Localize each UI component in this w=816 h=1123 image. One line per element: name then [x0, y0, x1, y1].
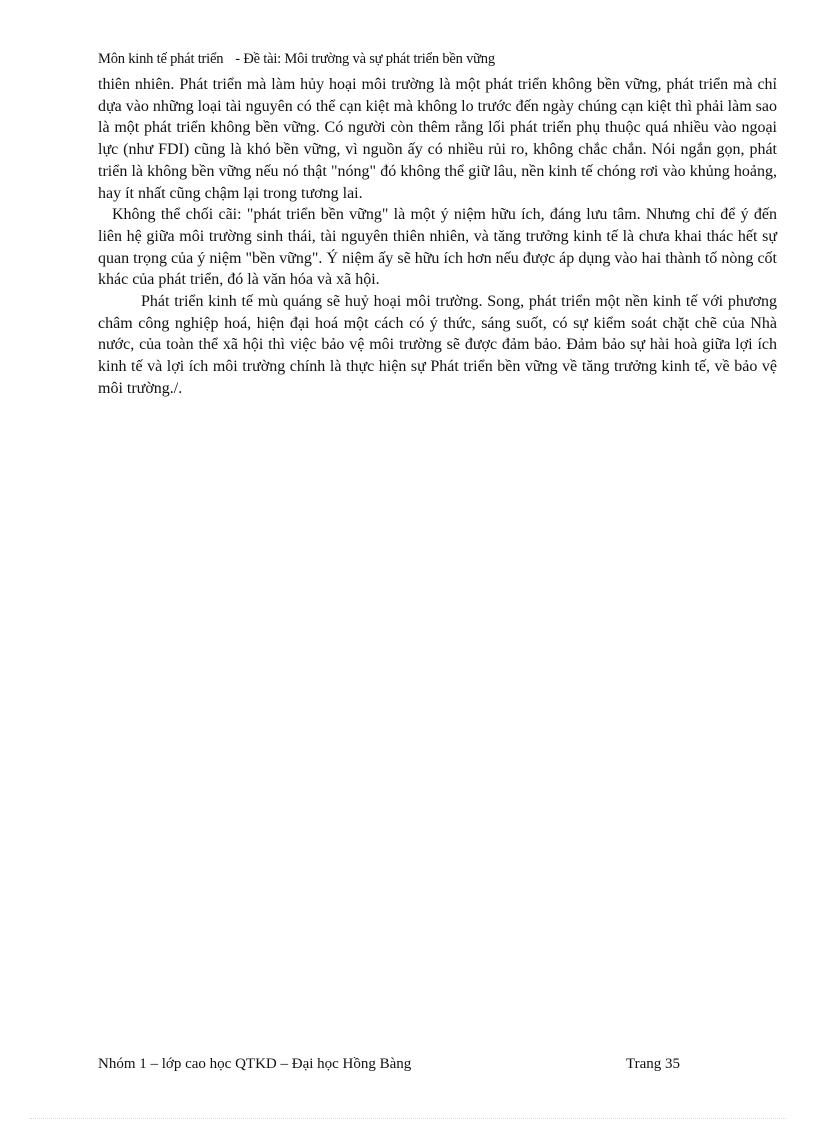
header-topic: - Đề tài: Môi trường và sự phát triển bền vững [235, 51, 495, 67]
header-course: Môn kinh tế phát triển [98, 51, 224, 67]
document-body [98, 74, 777, 400]
page-footer [98, 1056, 680, 1073]
page-header [98, 51, 738, 68]
paragraph-1: thiên nhiên. Phát triển mà làm hủy hoại môi trường là một phát triển không bền vững, phát triển mà chỉ dựa vào những loại tài nguyên có thể cạn kiệt mà không lo trước đến ngày chúng cạn kiệt thì phải làm sao là một phát triển không bền vững. Có người còn thêm rằng lối phát triển phụ thuộc quá nhiều vào ngoại lực (như FDI) cũng là khó bền vững, vì nguồn ấy có nhiều rủi ro, không chắc chắn. Nói ngắn gọn, phát triển là không bền vững nếu nó thật "nóng" đó không thể giữ lâu, nền kinh tế chóng rơi vào khủng hoảng, hay ít nhất cũng chậm lại trong tương lai. [98, 76, 777, 202]
paragraph-3: Phát triển kinh tế mù quáng sẽ huỷ hoại môi trường. Song, phát triển một nền kinh tế với phương châm công nghiệp hoá, hiện đại hoá một cách có ý thức, sáng suốt, có sự kiểm soát chặt chẽ của Nhà nước, của toàn thể xã hội thì việc bảo vệ môi trường sẽ được đảm bảo. Đảm bảo sự hài hoà giữa lợi ích kinh tế và lợi ích môi trường chính là thực hiện sự Phát triển bền vững về tăng trưởng kinh tế, về bảo vệ môi trường./. [98, 293, 777, 397]
page-bottom-divider [30, 1118, 786, 1119]
footer-page-number: Trang 35 [625, 1056, 680, 1072]
footer-group: Nhóm 1 – lớp cao học QTKD – Đại học Hồng Bàng [98, 1056, 412, 1072]
paragraph-2: Không thể chối cãi: "phát triển bền vững" là một ý niệm hữu ích, đáng lưu tâm. Nhưng chỉ để ý đến liên hệ giữa môi trường sinh thái, tài nguyên thiên nhiên, và tăng trưởng kinh tế là chưa khai thác hết sự quan trọng của ý niệm "bền vững". Ý niệm ấy sẽ hữu ích hơn nếu được áp dụng vào hai thành tố nòng cốt khác của phát triển, đó là văn hóa và xã hội. [98, 206, 777, 289]
